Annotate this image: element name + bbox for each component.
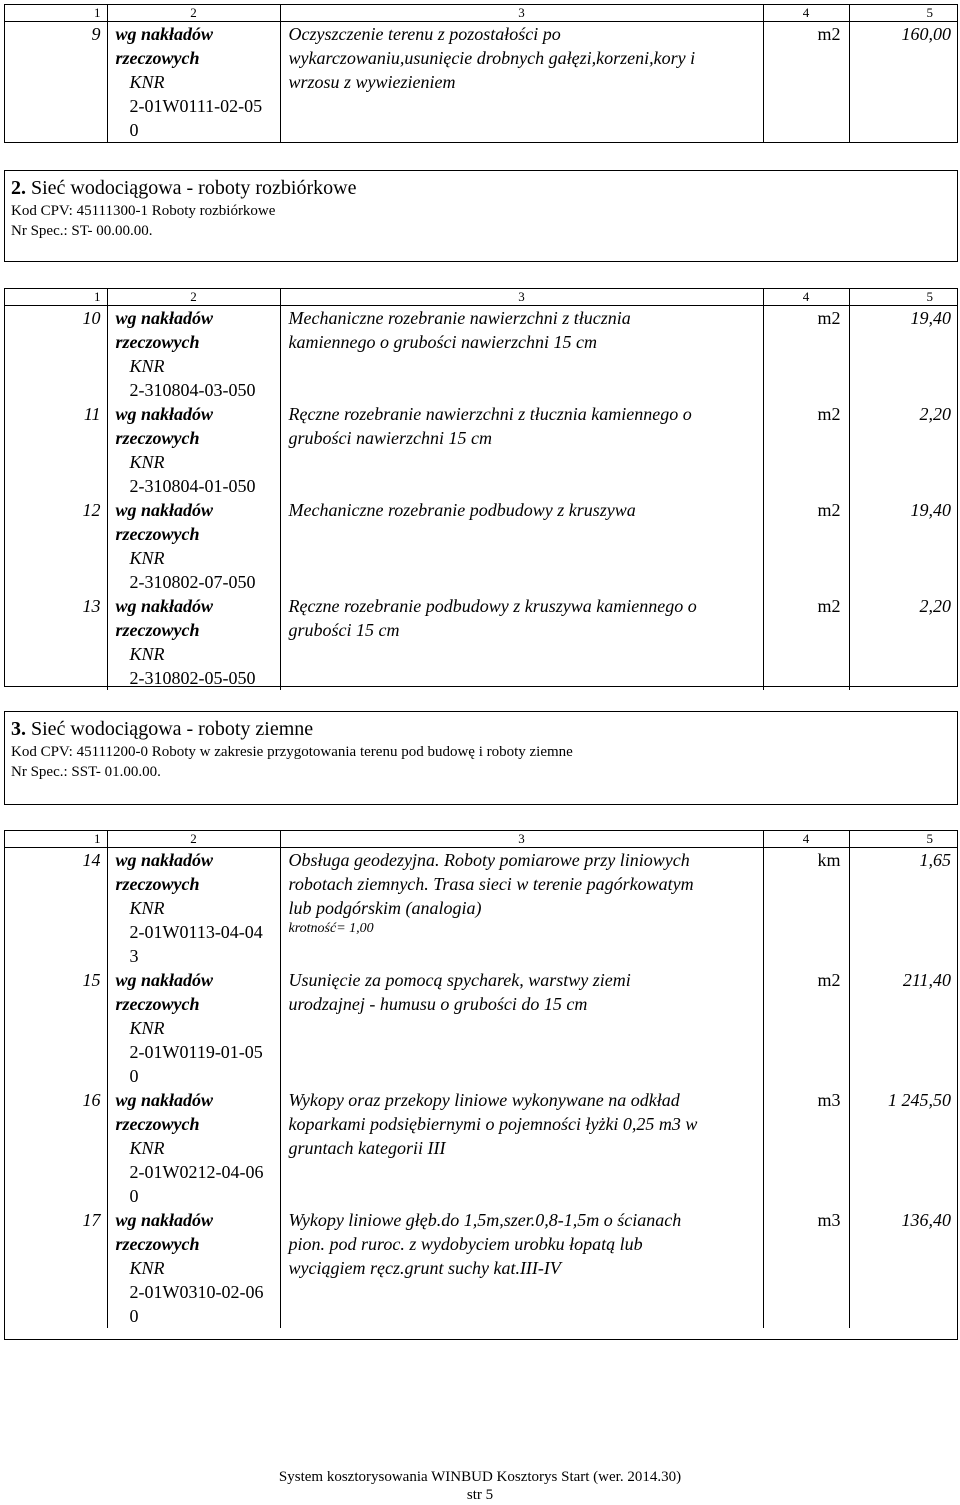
catalog-name: KNR xyxy=(129,1138,165,1158)
catalog-name: KNR xyxy=(129,356,165,376)
basis-label: wg nakładów xyxy=(115,596,214,616)
column-numbers xyxy=(5,5,957,22)
catalog-code: 0 xyxy=(129,1066,139,1086)
catalog-code: 0 xyxy=(129,1186,139,1206)
item-number: 9 xyxy=(91,24,101,44)
description-line: wykarczowaniu,usunięcie drobnych gałęzi,korzeni,kory i xyxy=(288,48,696,68)
description-line: kamiennego o grubości nawierzchni 15 cm xyxy=(288,332,597,352)
spec-number: Nr Spec.: SST- 01.00.00. xyxy=(11,764,161,780)
item-number: 10 xyxy=(82,308,101,328)
item-unit: m2 xyxy=(763,968,849,1088)
item-unit: m2 xyxy=(763,498,849,594)
table-top xyxy=(4,4,958,143)
col-num-2: 2 xyxy=(107,831,280,848)
description-line: grubości nawierzchni 15 cm xyxy=(288,428,492,448)
col-num-3: 3 xyxy=(280,831,763,848)
catalog-code: 2-01W0119-01-05 xyxy=(129,1042,263,1062)
section-number: 2. xyxy=(11,177,26,199)
page-number: str 5 xyxy=(466,1487,494,1503)
description-line: Usunięcie za pomocą spycharek, warstwy ziemi xyxy=(288,970,631,990)
col-num-5: 5 xyxy=(849,5,957,22)
item-description xyxy=(280,1088,763,1208)
item-unit: m3 xyxy=(763,1088,849,1208)
description-line: lub podgórskim (analogia) xyxy=(288,898,482,918)
basis-label: rzeczowych xyxy=(115,48,200,68)
item-basis xyxy=(107,968,280,1088)
item-unit: m2 xyxy=(763,402,849,498)
catalog-name: KNR xyxy=(129,1018,165,1038)
col-num-1: 1 xyxy=(5,5,107,22)
item-number: 14 xyxy=(82,850,101,870)
cpv-code: Kod CPV: 45111300-1 Roboty rozbiórkowe xyxy=(11,203,276,219)
catalog-name: KNR xyxy=(129,1258,165,1278)
section-title-text: Sieć wodociągowa - roboty ziemne xyxy=(31,718,314,740)
page-footer xyxy=(0,1468,960,1504)
item-quantity: 160,00 xyxy=(849,22,957,143)
catalog-code: 2-01W0310-02-06 xyxy=(129,1282,264,1302)
cpv-code: Kod CPV: 45111200-0 Roboty w zakresie przygotowania terenu pod budowę i roboty ziemne xyxy=(11,744,573,760)
basis-label: rzeczowych xyxy=(115,524,200,544)
basis-label: rzeczowych xyxy=(115,1114,200,1134)
catalog-name: KNR xyxy=(129,898,165,918)
item-number: 13 xyxy=(82,596,101,616)
catalog-code: 2-310804-03-050 xyxy=(129,380,256,400)
basis-label: rzeczowych xyxy=(115,874,200,894)
section-title xyxy=(11,716,951,742)
basis-label: wg nakładów xyxy=(115,1210,214,1230)
description-line: urodzajnej - humusu o grubości do 15 cm xyxy=(288,994,588,1014)
item-description xyxy=(280,1208,763,1328)
description-line: Mechaniczne rozebranie podbudowy z kruszywa xyxy=(288,500,636,520)
basis-label: rzeczowych xyxy=(115,994,200,1014)
basis-label: wg nakładów xyxy=(115,850,214,870)
item-quantity: 2,20 xyxy=(849,594,957,690)
section-2-header xyxy=(4,170,958,262)
basis-label: wg nakładów xyxy=(115,500,214,520)
software-info: System kosztorysowania WINBUD Kosztorys Start (wer. 2014.30) xyxy=(278,1469,682,1485)
item-quantity: 1 245,50 xyxy=(849,1088,957,1208)
item-number: 17 xyxy=(82,1210,101,1230)
catalog-code: 2-310802-07-050 xyxy=(129,572,256,592)
item-basis xyxy=(107,22,280,143)
description-line: robotach ziemnych. Trasa sieci w terenie pagórkowatym xyxy=(288,874,694,894)
item-number: 12 xyxy=(82,500,101,520)
item-basis xyxy=(107,1208,280,1328)
column-numbers xyxy=(5,831,957,848)
item-unit: m2 xyxy=(763,306,849,403)
basis-label: rzeczowych xyxy=(115,428,200,448)
table-row xyxy=(5,594,957,690)
column-numbers xyxy=(5,289,957,306)
basis-label: wg nakładów xyxy=(115,970,214,990)
item-basis xyxy=(107,848,280,969)
multiplier-note: krotność= 1,00 xyxy=(288,921,374,936)
item-unit: m2 xyxy=(763,22,849,143)
col-num-3: 3 xyxy=(280,5,763,22)
description-line: Wykopy oraz przekopy liniowe wykonywane na odkład xyxy=(288,1090,680,1110)
col-num-2: 2 xyxy=(107,289,280,306)
section-title xyxy=(11,175,951,201)
basis-label: wg nakładów xyxy=(115,24,214,44)
catalog-code: 2-01W0111-02-05 xyxy=(129,96,263,116)
description-line: Wykopy liniowe głęb.do 1,5m,szer.0,8-1,5m o ścianach xyxy=(288,1210,682,1230)
catalog-code: 2-310802-05-050 xyxy=(129,668,256,688)
item-quantity: 136,40 xyxy=(849,1208,957,1328)
basis-label: rzeczowych xyxy=(115,1234,200,1254)
col-num-2: 2 xyxy=(107,5,280,22)
catalog-name: KNR xyxy=(129,72,165,92)
table-row xyxy=(5,402,957,498)
catalog-name: KNR xyxy=(129,452,165,472)
basis-label: wg nakładów xyxy=(115,308,214,328)
description-line: gruntach kategorii III xyxy=(288,1138,446,1158)
item-quantity: 1,65 xyxy=(849,848,957,969)
item-basis xyxy=(107,594,280,690)
catalog-name: KNR xyxy=(129,644,165,664)
item-description xyxy=(280,306,763,403)
item-description xyxy=(280,22,763,143)
description-line: Obsługa geodezyjna. Roboty pomiarowe przy liniowych xyxy=(288,850,690,870)
col-num-4: 4 xyxy=(763,289,849,306)
section-number: 3. xyxy=(11,718,26,740)
item-number: 16 xyxy=(82,1090,101,1110)
item-quantity: 211,40 xyxy=(849,968,957,1088)
table-row xyxy=(5,22,957,143)
description-line: wyciągiem ręcz.grunt suchy kat.III-IV xyxy=(288,1258,561,1278)
item-basis xyxy=(107,402,280,498)
catalog-code: 2-01W0212-04-06 xyxy=(129,1162,264,1182)
description-line: Ręczne rozebranie nawierzchni z tłucznia kamiennego o xyxy=(288,404,692,424)
section-3-header xyxy=(4,711,958,805)
item-basis xyxy=(107,1088,280,1208)
col-num-1: 1 xyxy=(5,289,107,306)
item-basis xyxy=(107,306,280,403)
catalog-code: 3 xyxy=(129,946,139,966)
col-num-4: 4 xyxy=(763,5,849,22)
catalog-code: 0 xyxy=(129,1306,139,1326)
basis-label: wg nakładów xyxy=(115,404,214,424)
catalog-name: KNR xyxy=(129,548,165,568)
catalog-code: 2-310804-01-050 xyxy=(129,476,256,496)
basis-label: rzeczowych xyxy=(115,332,200,352)
item-number: 11 xyxy=(83,404,101,424)
item-description xyxy=(280,968,763,1088)
item-quantity: 2,20 xyxy=(849,402,957,498)
item-unit: km xyxy=(763,848,849,969)
table-row xyxy=(5,306,957,403)
catalog-code: 0 xyxy=(129,120,139,140)
basis-label: wg nakładów xyxy=(115,1090,214,1110)
item-unit: m2 xyxy=(763,594,849,690)
description-line: pion. pod ruroc. z wydobyciem urobku łopatą lub xyxy=(288,1234,643,1254)
item-description xyxy=(280,848,763,969)
catalog-code: 2-01W0113-04-04 xyxy=(129,922,263,942)
col-num-5: 5 xyxy=(849,289,957,306)
basis-label: rzeczowych xyxy=(115,620,200,640)
item-description xyxy=(280,402,763,498)
col-num-3: 3 xyxy=(280,289,763,306)
description-line: Ręczne rozebranie podbudowy z kruszywa kamiennego o xyxy=(288,596,697,616)
item-unit: m3 xyxy=(763,1208,849,1328)
item-description xyxy=(280,594,763,690)
item-quantity: 19,40 xyxy=(849,306,957,403)
description-line: Oczyszczenie terenu z pozostałości po xyxy=(288,24,561,44)
table-row xyxy=(5,848,957,969)
col-num-5: 5 xyxy=(849,831,957,848)
description-line: wrzosu z wywiezieniem xyxy=(288,72,456,92)
item-number: 15 xyxy=(82,970,101,990)
description-line: grubości 15 cm xyxy=(288,620,400,640)
item-basis xyxy=(107,498,280,594)
col-num-1: 1 xyxy=(5,831,107,848)
col-num-4: 4 xyxy=(763,831,849,848)
item-description xyxy=(280,498,763,594)
table-row xyxy=(5,1088,957,1208)
table-row xyxy=(5,968,957,1088)
item-quantity: 19,40 xyxy=(849,498,957,594)
description-line: Mechaniczne rozebranie nawierzchni z tłucznia xyxy=(288,308,631,328)
section-title-text: Sieć wodociągowa - roboty rozbiórkowe xyxy=(31,177,357,199)
table-section-3 xyxy=(4,830,958,1340)
spec-number: Nr Spec.: ST- 00.00.00. xyxy=(11,223,153,239)
description-line: koparkami podsiębiernymi o pojemności łyżki 0,25 m3 w xyxy=(288,1114,698,1134)
table-row xyxy=(5,1208,957,1328)
table-row xyxy=(5,498,957,594)
table-section-2 xyxy=(4,288,958,687)
